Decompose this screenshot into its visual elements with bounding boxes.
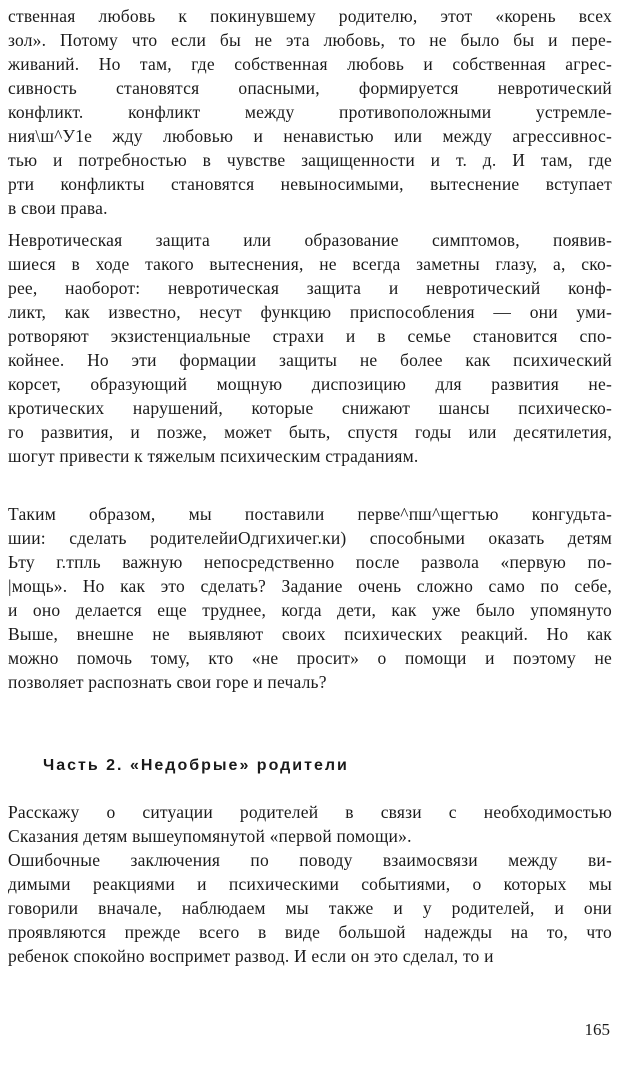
text-line: Невротическая защита или образование симптомов, появив-	[8, 230, 612, 250]
text-line: койнее. Но эти формации защиты не более как психический	[8, 350, 612, 370]
text-line: |мощь». Но как это сделать? Задание очень сложно само по себе,	[8, 576, 612, 596]
section-heading: Часть 2. «Недобрые» родители	[43, 757, 349, 774]
text-line: сивность становятся опасными, формируется невротический	[8, 78, 612, 98]
text-line: шогут привести к тяжелым психическим страданиям.	[8, 446, 419, 466]
text-line: димыми реакциями и психическими событиями, о которых мы	[8, 874, 612, 894]
text-line: позволяет распознать свои горе и печаль?	[8, 672, 327, 692]
text-line: шии: сделать родителейиОдгихичег.ки) способными оказать детям	[8, 528, 612, 548]
text-line: живаний. Но там, где собственная любовь и собственная агрес-	[8, 54, 612, 74]
text-line: говорили вначале, наблюдаем мы также и у родителей, и они	[8, 898, 612, 918]
text-line: рти конфликты становятся невыносимыми, вытеснение вступает	[8, 174, 612, 194]
text-line: кротических нарушений, которые снижают шансы психическо-	[8, 398, 612, 418]
text-line: ликт, как известно, несут функцию приспособления — они уми-	[8, 302, 612, 322]
text-line: ротворяют экзистенциальные страхи и в семье становится спо-	[8, 326, 612, 346]
page-number: 165	[584, 1020, 610, 1039]
text-line: ственная любовь к покинувшему родителю, этот «корень всех	[8, 6, 612, 26]
text-line: Таким образом, мы поставили перве^пш^щегтью конгудьта-	[8, 504, 612, 524]
text-line: рее, наоборот: невротическая защита и невротический конф-	[8, 278, 612, 298]
text-line: ребенок спокойно воспримет развод. И если он это сделал, то и	[8, 946, 494, 966]
text-line: Выше, внешне не выявляют своих психических реакций. Но как	[8, 624, 612, 644]
text-line: корсет, образующий мощную диспозицию для развития не-	[8, 374, 612, 394]
text-line: Ьту г.тпль важную непосредственно после развола «первую по-	[8, 552, 612, 572]
text-line: проявляются прежде всего в виде большой надежды на то, что	[8, 922, 612, 942]
text-line: шиеся в ходе такого вытеснения, не всегда заметны глазу, а, ско-	[8, 254, 612, 274]
text-line: го развития, и позже, может быть, спустя годы или десятилетия,	[8, 422, 612, 442]
text-line: Сказания детям вышеупомянутой «первой помощи».	[8, 826, 412, 846]
text-line: ния\ш^У1е ждy любовью и ненавистью или между агрессивнос-	[8, 126, 612, 146]
text-line: зол». Потому что если бы не эта любовь, то не было бы и пере-	[8, 30, 612, 50]
text-line: в свои права.	[8, 198, 108, 218]
text-line: Ошибочные заключения по поводу взаимосвязи между ви-	[8, 850, 612, 870]
text-line: Расскажу о ситуации родителей в связи с необходимостью	[8, 802, 612, 822]
text-line: и оно делается еще труднее, когда дети, как уже было упомянуто	[8, 600, 612, 620]
text-line: тью и потребностью в чувстве защищенности и т. д. И там, где	[8, 150, 612, 170]
text-line: можно помочь тому, кто «не просит» о помощи и поэтому не	[8, 648, 612, 668]
text-line: конфликт. конфликт между противоположными устремле-	[8, 102, 612, 122]
